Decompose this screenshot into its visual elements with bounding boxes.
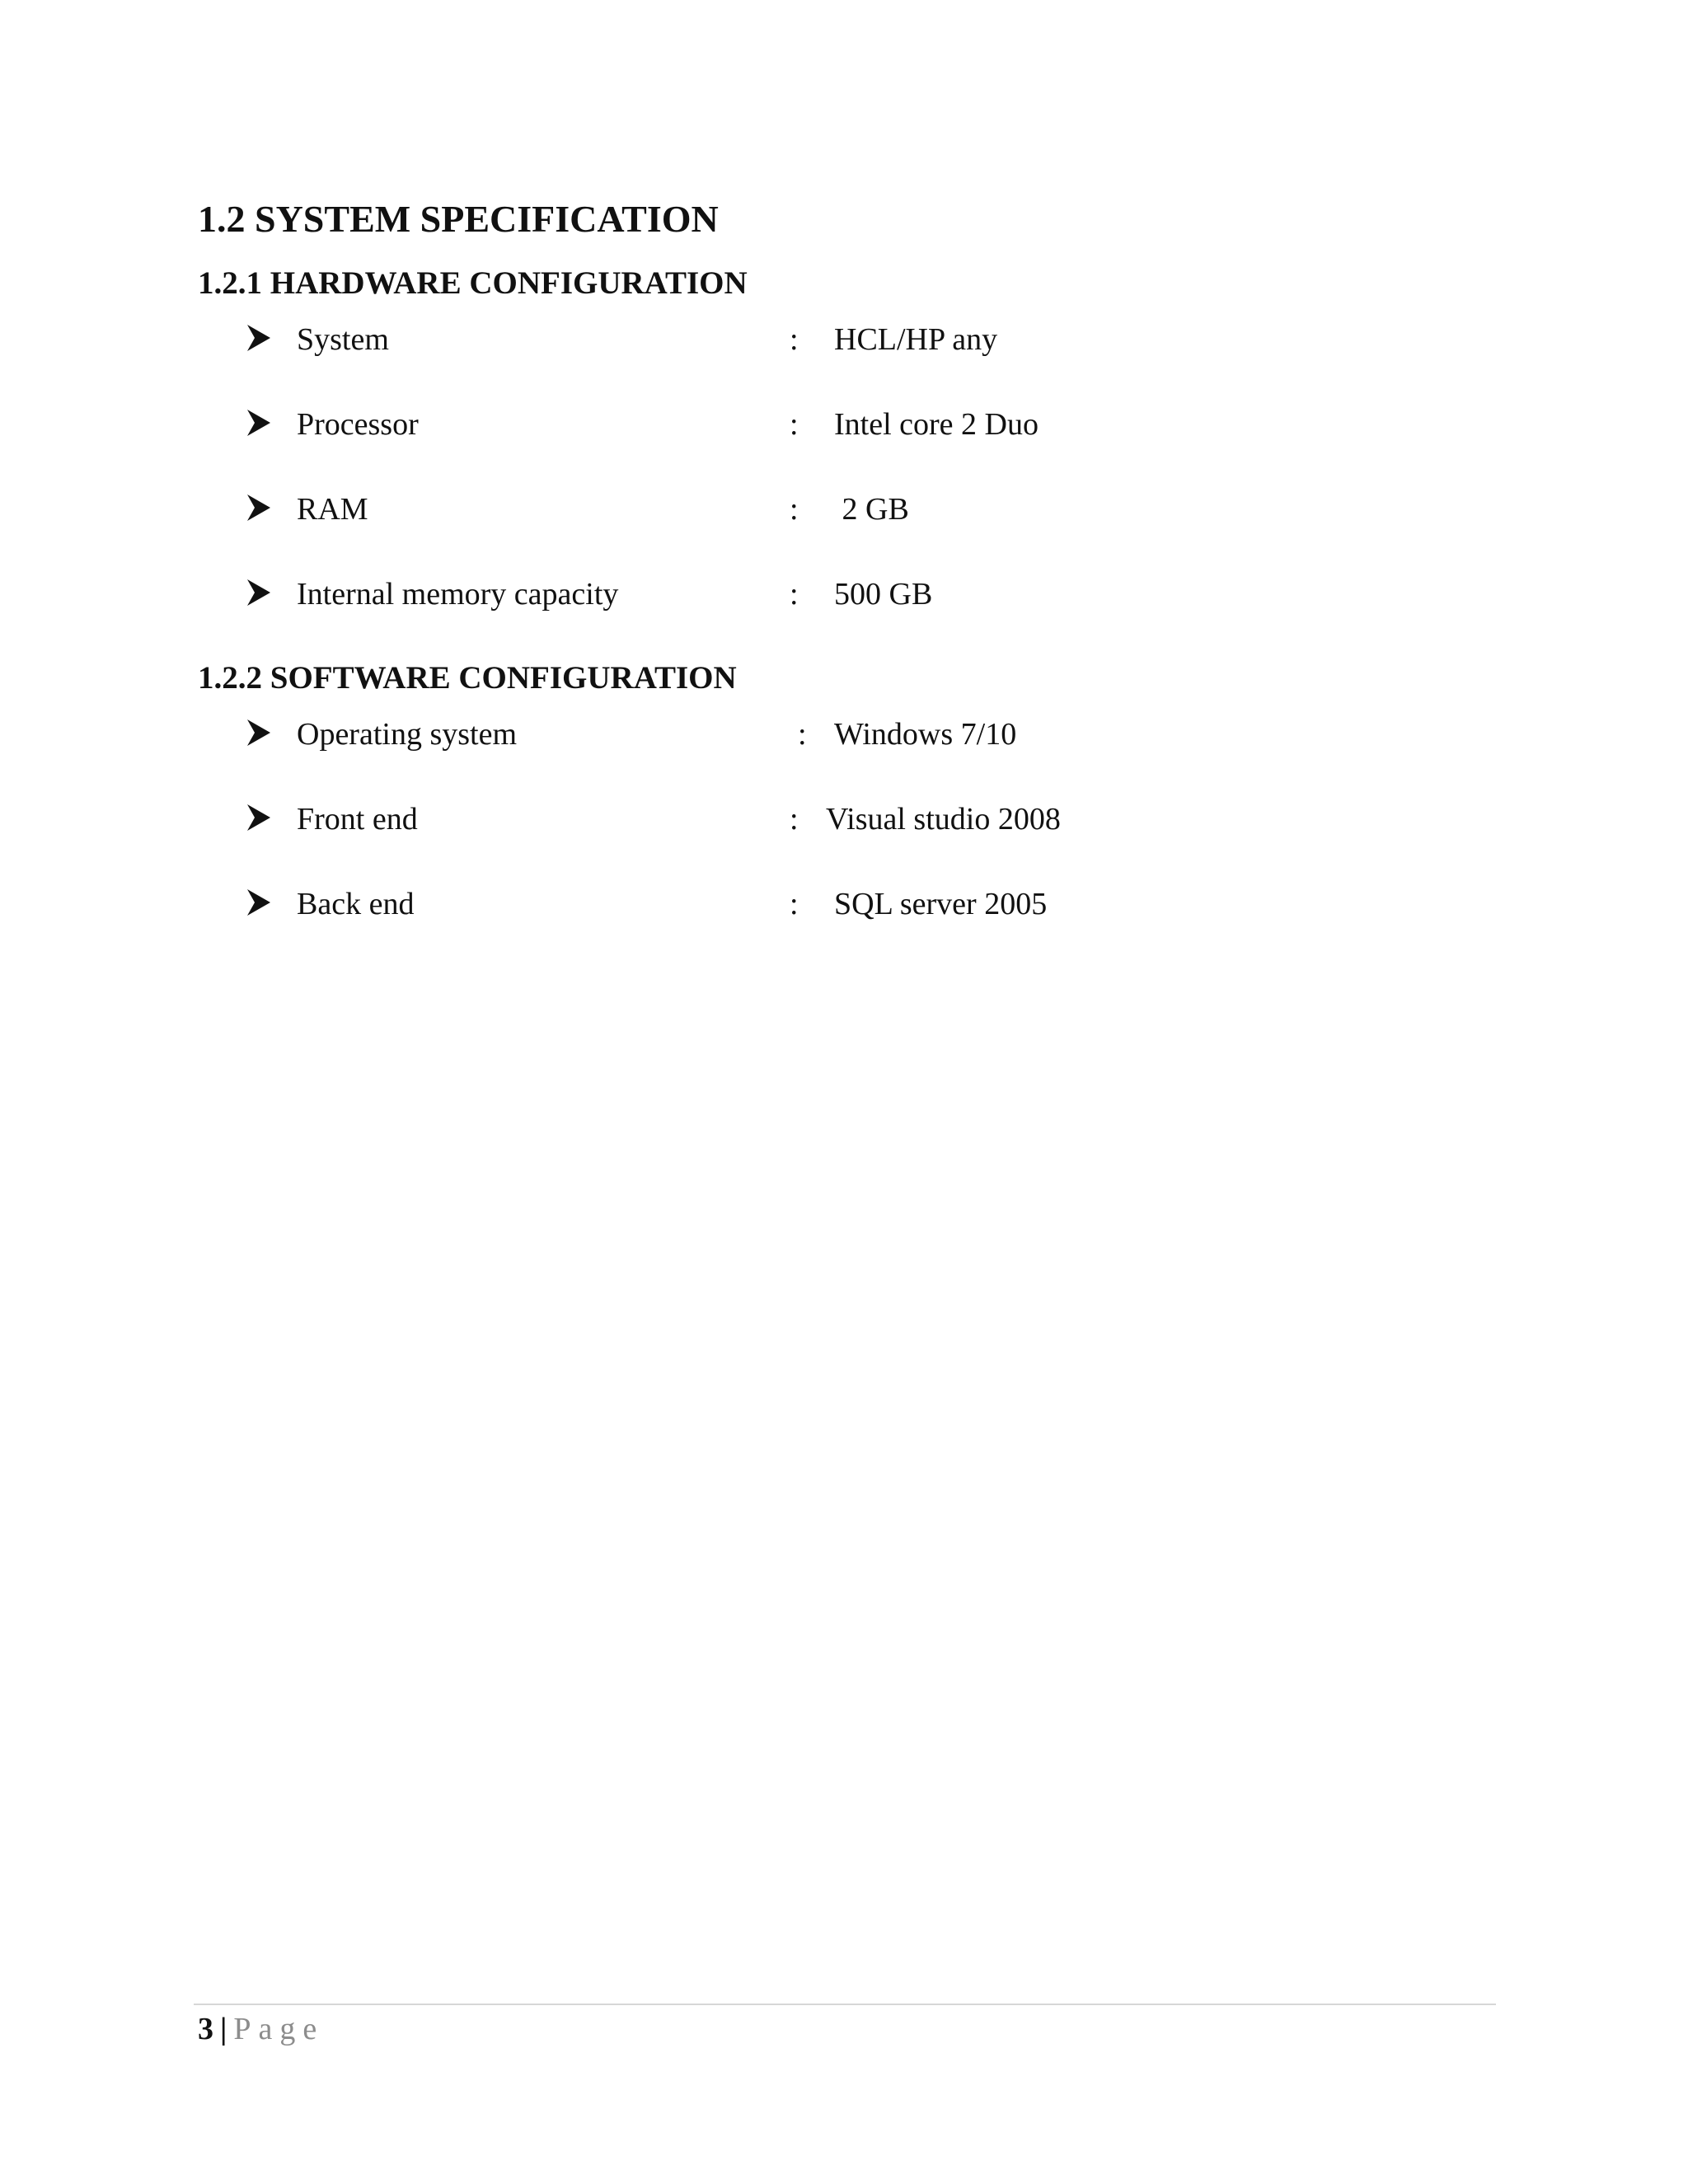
arrowhead-bullet-icon: [247, 804, 270, 831]
hardware-heading: 1.2.1 HARDWARE CONFIGURATION: [198, 265, 748, 301]
list-item-system: [0, 318, 1688, 403]
arrowhead-bullet-icon: [247, 325, 270, 351]
item-value: Windows 7/10: [834, 717, 1017, 752]
page-number: 3: [198, 2012, 213, 2046]
list-item-front-end: [0, 798, 1688, 883]
list-item-ram: [0, 488, 1688, 573]
list-item-back-end: [0, 883, 1688, 968]
arrowhead-bullet-icon: [247, 889, 270, 916]
item-label: Front end: [297, 802, 418, 837]
software-heading: 1.2.2 SOFTWARE CONFIGURATION: [198, 660, 737, 696]
list-item-operating-system: [0, 713, 1688, 798]
item-colon: :: [790, 322, 799, 357]
footer-divider: [194, 2004, 1496, 2005]
item-label: System: [297, 322, 389, 357]
footer-separator: |: [220, 2012, 227, 2046]
item-label: Back end: [297, 887, 415, 921]
arrowhead-bullet-icon: [247, 579, 270, 606]
item-value: 2 GB: [834, 492, 909, 527]
item-colon: :: [790, 577, 799, 612]
item-value: HCL/HP any: [834, 322, 998, 357]
item-label: RAM: [297, 492, 368, 527]
item-colon: :: [790, 407, 799, 442]
item-value: Intel core 2 Duo: [834, 407, 1039, 442]
list-item-processor: [0, 403, 1688, 488]
hardware-list: [0, 318, 1688, 658]
page-word: Page: [233, 2012, 325, 2046]
page-footer: [198, 2008, 324, 2050]
item-label: Operating system: [297, 717, 518, 752]
item-colon: :: [790, 887, 799, 921]
item-value: 500 GB: [834, 577, 933, 612]
item-colon: :: [790, 492, 799, 527]
item-value: Visual studio 2008: [826, 802, 1061, 837]
item-colon: :: [798, 717, 807, 752]
item-value: SQL server 2005: [834, 887, 1048, 921]
software-list: [0, 713, 1688, 968]
item-label: Processor: [297, 407, 419, 442]
arrowhead-bullet-icon: [247, 410, 270, 436]
section-heading: 1.2 SYSTEM SPECIFICATION: [198, 198, 719, 240]
list-item-internal-memory: [0, 573, 1688, 658]
item-label: Internal memory capacity: [297, 577, 619, 612]
arrowhead-bullet-icon: [247, 494, 270, 521]
item-colon: :: [790, 802, 799, 837]
arrowhead-bullet-icon: [247, 719, 270, 746]
